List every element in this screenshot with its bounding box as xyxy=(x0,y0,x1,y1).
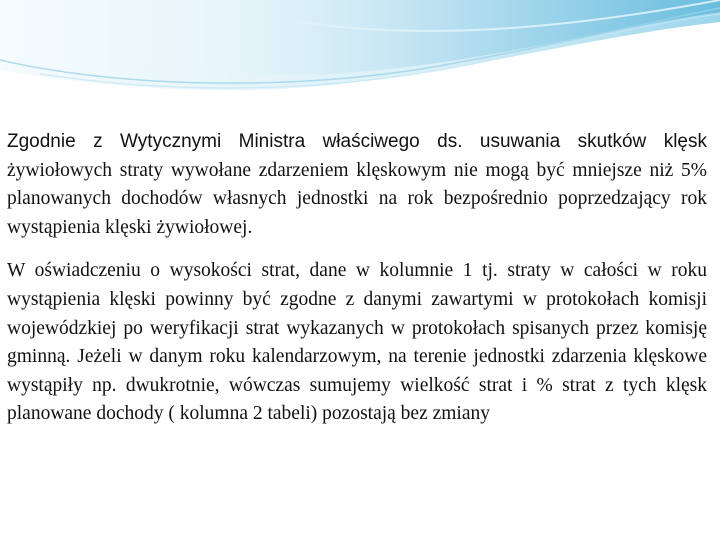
wave-stroke-2 xyxy=(40,14,720,88)
paragraph-statement: W oświadczeniu o wysokości strat, dane w kolumnie 1 tj. straty w całości w roku wystąpienia klęski powinny być zgodne z danymi zawartymi w protokołach komisji wojewódzkiej po weryfikacji strat wykazanych w protokołach spisanych przez komisję gminną. Jeżeli w danym roku kalendarzowym, na terenie jednostki zdarzenia klęskowe wystąpiły np. dwukrotnie, wówczas sumujemy wielkość strat i % strat z tych klęsk planowane dochody ( kolumna 2 tabeli) pozostają bez zmiany xyxy=(7,260,707,425)
slide-body xyxy=(7,128,707,429)
wave-light xyxy=(0,0,720,90)
wave-mid xyxy=(120,0,720,75)
wave-stroke-1 xyxy=(0,8,720,83)
paragraph-guidelines xyxy=(7,128,707,242)
header-wave-decoration xyxy=(0,0,720,100)
paragraph-guidelines-rest: żywiołowych straty wywołane zdarzeniem klęskowym nie mogą być mniejsze niż 5% planowanych dochodów własnych jednostki na rok bezpośrednio poprzedzający rok wystąpienia klęski żywiołowej. xyxy=(7,159,707,238)
wave-stroke-3 xyxy=(300,0,720,31)
paragraph-guidelines-lead: Zgodnie z Wytycznymi Ministra właściwego ds. usuwania skutków klęsk xyxy=(7,131,707,152)
